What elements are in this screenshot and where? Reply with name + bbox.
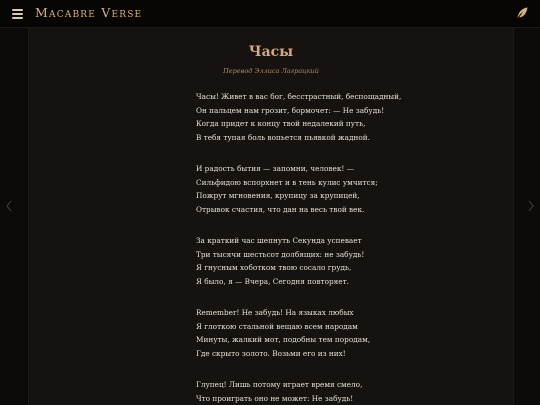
poem-line: За краткий час шепнуть Секунда успевает bbox=[196, 236, 362, 245]
brand-title[interactable]: Macabre Verse bbox=[35, 5, 143, 20]
feather-icon[interactable] bbox=[515, 6, 529, 20]
poem-line: Он пальцем нам грозит, бормочет: — Не забудь! bbox=[196, 105, 385, 115]
stanza-5 bbox=[196, 378, 496, 405]
stanza-2 bbox=[196, 162, 496, 216]
poem-line: Сильфидою вспорхнет и в тень кулис умчится; bbox=[196, 177, 378, 187]
stanza-3 bbox=[196, 234, 496, 288]
poem-line: Когда придет к концу твой недалекий путь, bbox=[196, 119, 366, 129]
stanza-4 bbox=[196, 306, 496, 360]
poem-line: Минуты, жалкий мот, подобны тем породам, bbox=[196, 335, 371, 345]
poem-title: Часы bbox=[248, 44, 294, 60]
poem-subtitle: Перевод Эллиса Лаграцкий bbox=[223, 67, 319, 75]
poem-line: Пожрут мгновения, крупицу за крупицей, bbox=[196, 191, 360, 201]
top-bar bbox=[0, 0, 540, 28]
poem-panel bbox=[28, 28, 514, 405]
poem-line: Отрывок счастия, что дан на весь твой век. bbox=[196, 204, 365, 214]
poem-line: Где скрыто золото. Возьми его из них! bbox=[196, 348, 346, 358]
chevron-left-icon[interactable] bbox=[4, 198, 14, 214]
poem-line: Что проиграть оно не может: Не забудь! bbox=[196, 393, 354, 403]
poem-line: В тебя тупая боль вопьется пьявкой жадной. bbox=[196, 132, 370, 142]
poem-line: Три тысячи шестьсот долбящих: не забудь! bbox=[196, 249, 365, 259]
hamburger-menu-icon[interactable] bbox=[12, 8, 23, 19]
poem-line: Я глоткою стальной вещаю всем народам bbox=[196, 321, 358, 331]
poem-line: Часы! Живет в вас бог, бесстрастный, беспощадный, bbox=[196, 92, 402, 101]
poem-line: Глупец! Лишь потому играет время смело, bbox=[196, 380, 363, 389]
poem-line: Я было, я — Вчера, Сегодня повторяет. bbox=[196, 276, 349, 286]
poem-line: Remember! Не забудь! На языках любых bbox=[196, 308, 354, 317]
poem-line: И радость бытия — запомни, человек! — bbox=[196, 164, 354, 173]
poem-line: Я гнусным хоботком твою сосало грудь, bbox=[196, 263, 352, 273]
stanza-1 bbox=[196, 90, 496, 144]
chevron-right-icon[interactable] bbox=[526, 198, 536, 214]
